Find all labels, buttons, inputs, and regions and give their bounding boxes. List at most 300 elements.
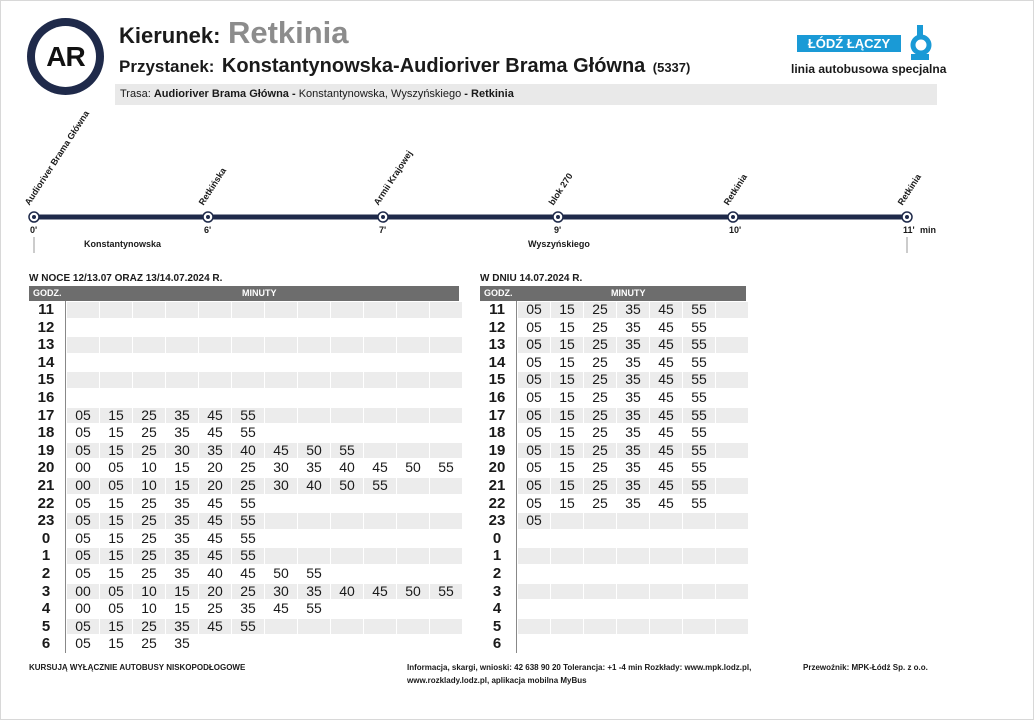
minute-cell: [397, 302, 429, 318]
schedule-row: [29, 301, 459, 319]
minute-cell: [265, 408, 297, 424]
stop-row: [119, 55, 690, 78]
minute-cell: [298, 372, 330, 388]
minute-cell: [551, 619, 583, 635]
stop-dot-center: [32, 215, 36, 219]
minute-cell: [430, 619, 462, 635]
minute-cell: 30: [273, 459, 289, 476]
schedule-row: [29, 635, 459, 653]
minute-cell: [430, 601, 462, 617]
minute-cell: [716, 478, 748, 494]
minute-cell: [716, 636, 748, 652]
minute-cell: [232, 320, 264, 336]
minute-cell: [430, 337, 462, 353]
column-divider: [65, 407, 66, 425]
minute-cell: [364, 425, 396, 441]
column-divider: [516, 618, 517, 636]
minute-cells: [518, 320, 749, 336]
schedule-row: [480, 477, 746, 495]
minute-cell: 10: [141, 459, 157, 476]
stop-code: (5337): [652, 60, 691, 75]
minute-cell: [397, 548, 429, 564]
minute-cell: 25: [133, 619, 165, 635]
minute-cell: [397, 372, 429, 388]
minute-cell: 45: [658, 388, 674, 405]
minute-cell: [199, 372, 231, 388]
minute-cell: [265, 337, 297, 353]
minute-cells: [67, 636, 463, 652]
hour-cell: 12: [488, 318, 506, 336]
hour-cell: 2: [41, 564, 51, 582]
minute-cell: 05: [518, 408, 550, 424]
schedule-row: [480, 319, 746, 337]
minute-cell: 35: [166, 619, 198, 635]
minute-cell: 55: [691, 318, 707, 335]
column-divider: [516, 547, 517, 565]
minute-cell: [716, 548, 748, 564]
minute-cell: [199, 337, 231, 353]
minute-cell: 05: [67, 443, 99, 459]
column-divider: [65, 371, 66, 389]
column-divider: [65, 301, 66, 319]
timeline-stop-minute: 11': [903, 225, 915, 235]
minute-cell: [617, 513, 649, 529]
minute-cell: 50: [397, 584, 429, 600]
minute-cell: 45: [658, 494, 674, 511]
hour-cell: 21: [488, 476, 506, 494]
minute-cells: [518, 566, 749, 582]
minute-cell: 55: [430, 584, 462, 600]
schedule-row: [480, 618, 746, 636]
minute-cell: [298, 320, 330, 336]
schedule-row: [29, 477, 459, 495]
minute-cell: [716, 443, 748, 459]
minute-cell: 05: [518, 478, 550, 494]
minute-cell: 45: [650, 372, 682, 388]
column-divider: [65, 442, 66, 460]
minute-cell: 15: [551, 302, 583, 318]
minute-cell: 35: [625, 388, 641, 405]
minute-cells: [518, 372, 749, 388]
minute-cells: [518, 390, 749, 406]
minute-cell: 30: [265, 478, 297, 494]
minute-cells: [67, 460, 463, 476]
minute-cell: [716, 601, 748, 617]
hour-cell: 17: [488, 406, 506, 424]
schedule-row: [29, 389, 459, 407]
minute-cell: 15: [166, 584, 198, 600]
minute-cell: [364, 302, 396, 318]
schedule-row: [29, 600, 459, 618]
minute-cell: [331, 636, 363, 652]
minute-cell: 05: [67, 408, 99, 424]
minute-cell: 55: [683, 302, 715, 318]
minute-cell: [716, 372, 748, 388]
minute-cell: 05: [100, 478, 132, 494]
minute-cells: [518, 425, 749, 441]
minute-cell: [650, 584, 682, 600]
minute-cell: 15: [551, 408, 583, 424]
minute-cell: 25: [133, 548, 165, 564]
minute-cell: 50: [405, 459, 421, 476]
hour-cell: 14: [488, 353, 506, 371]
minute-cell: 45: [199, 619, 231, 635]
minute-cell: 20: [199, 478, 231, 494]
minute-cell: [716, 337, 748, 353]
minute-cell: 25: [207, 600, 223, 617]
minute-cell: [397, 355, 429, 371]
hour-cell: 23: [488, 512, 506, 530]
minute-cell: [364, 566, 396, 582]
hour-cell: 11: [489, 301, 505, 318]
minute-cell: [298, 496, 330, 512]
minute-cell: [265, 320, 297, 336]
minute-cell: [518, 601, 550, 617]
minute-cell: 55: [232, 548, 264, 564]
minute-cell: [551, 566, 583, 582]
minute-cell: 55: [691, 494, 707, 511]
minute-cell: [430, 390, 462, 406]
minute-cell: 05: [518, 443, 550, 459]
minute-cell: [430, 513, 462, 529]
schedule-row: [480, 336, 746, 354]
minute-cell: 05: [67, 619, 99, 635]
column-divider: [516, 530, 517, 548]
minute-cells: [518, 513, 749, 529]
minute-cell: [133, 372, 165, 388]
minute-cell: 30: [265, 584, 297, 600]
minute-cell: 10: [133, 478, 165, 494]
minute-cell: 15: [100, 548, 132, 564]
minute-cell: 35: [174, 424, 190, 441]
minute-cell: [331, 601, 363, 617]
carrier-note: Przewoźnik: MPK-Łódź Sp. z o.o.: [803, 663, 928, 672]
minute-cell: [683, 513, 715, 529]
minute-cell: 25: [141, 424, 157, 441]
minute-cell: 40: [232, 443, 264, 459]
minute-cell: [430, 355, 462, 371]
minute-cell: [397, 619, 429, 635]
schedule-row: [29, 512, 459, 530]
minute-cell: 15: [100, 443, 132, 459]
right-schedule-title: W DNIU 14.07.2024 R.: [480, 273, 583, 284]
schedule-row: [480, 565, 746, 583]
minute-cell: [716, 496, 748, 512]
schedule-row: [29, 459, 459, 477]
minute-cell: [166, 372, 198, 388]
minute-cell: [551, 601, 583, 617]
minute-cells: [67, 513, 463, 529]
minute-cell: 15: [166, 478, 198, 494]
minute-cells: [67, 320, 463, 336]
minute-cell: 05: [526, 388, 542, 405]
column-divider: [516, 301, 517, 319]
minute-cell: [199, 320, 231, 336]
minute-cell: [364, 531, 396, 547]
minute-cells: [67, 548, 463, 564]
minute-cell: [166, 337, 198, 353]
minute-cell: 35: [174, 635, 190, 652]
minute-cell: 15: [559, 459, 575, 476]
column-divider: [65, 495, 66, 513]
hour-cell: 21: [37, 476, 55, 494]
column-divider: [516, 565, 517, 583]
minute-cell: [716, 584, 748, 600]
minute-cell: 35: [625, 459, 641, 476]
stop-label: Przystanek:: [119, 57, 215, 76]
route-middle: Konstantynowska, Wyszyńskiego: [298, 88, 462, 100]
minute-cell: 05: [75, 529, 91, 546]
minute-cell: 05: [526, 424, 542, 441]
hour-cell: 20: [37, 459, 55, 477]
minute-cell: 25: [133, 443, 165, 459]
minute-cell: [584, 548, 616, 564]
column-divider: [65, 565, 66, 583]
minute-cell: 15: [108, 564, 124, 581]
minute-cell: [617, 548, 649, 564]
minute-cells: [518, 636, 749, 652]
minute-cell: [364, 548, 396, 564]
hour-cell: 4: [41, 600, 51, 618]
minute-cell: [364, 601, 396, 617]
minute-cell: [364, 320, 396, 336]
timeline-stop-name: blok 270: [546, 171, 575, 207]
minute-cell: [397, 478, 429, 494]
hour-cell: 6: [41, 635, 51, 653]
schedule-row: [29, 424, 459, 442]
route-start: Audioriver Brama Główna -: [153, 88, 296, 100]
hour-cell: 0: [492, 529, 502, 547]
minute-cell: 55: [306, 600, 322, 617]
stop-dot-center: [905, 215, 909, 219]
minute-cell: 25: [584, 478, 616, 494]
minute-cell: 15: [559, 424, 575, 441]
minute-cells: [518, 531, 749, 547]
minute-cell: 15: [108, 529, 124, 546]
minute-cell: [683, 548, 715, 564]
minute-cell: [716, 408, 748, 424]
minute-cell: [364, 496, 396, 512]
minute-cell: 25: [141, 529, 157, 546]
minute-cell: [584, 636, 616, 652]
minute-cell: 45: [650, 302, 682, 318]
column-divider: [516, 512, 517, 530]
column-divider: [516, 389, 517, 407]
timeline-stop-name: Retkińska: [196, 165, 229, 207]
minute-cell: [364, 443, 396, 459]
minute-cell: [265, 496, 297, 512]
minute-cell: 40: [331, 584, 363, 600]
minute-cell: [683, 566, 715, 582]
hour-cell: 11: [38, 301, 54, 318]
minute-cell: 05: [75, 564, 91, 581]
minute-cell: 35: [298, 584, 330, 600]
minute-cell: 15: [100, 619, 132, 635]
minute-cell: 55: [683, 443, 715, 459]
minute-cell: [100, 320, 132, 336]
minute-cell: [364, 337, 396, 353]
minute-cell: 00: [75, 459, 91, 476]
minute-cell: 25: [584, 337, 616, 353]
minute-cell: [397, 443, 429, 459]
minute-cell: [166, 320, 198, 336]
schedule-row: [29, 371, 459, 389]
minute-cell: 15: [100, 408, 132, 424]
minute-cell: 15: [108, 424, 124, 441]
minute-cell: [67, 302, 99, 318]
minute-cell: [683, 601, 715, 617]
info-line-1: Informacja, skargi, wnioski: 42 638 90 20 Tolerancja: +1 -4 min Rozkłady: www.mpk.lodz.pl,: [407, 663, 752, 672]
column-divider: [516, 442, 517, 460]
logo-text: ŁÓDŹ ŁĄCZY: [797, 35, 901, 52]
minute-cell: 10: [133, 584, 165, 600]
minute-cell: 45: [658, 318, 674, 335]
minute-cell: [100, 302, 132, 318]
minute-cells: [67, 584, 463, 600]
minute-cell: [716, 460, 748, 476]
line-number: AR: [35, 26, 96, 87]
minute-cell: 15: [108, 635, 124, 652]
minute-cells: [67, 619, 463, 635]
schedule-row: [29, 583, 459, 601]
minute-cell: [716, 566, 748, 582]
minute-cell: 05: [108, 459, 124, 476]
minute-cell: 00: [67, 584, 99, 600]
column-divider: [65, 618, 66, 636]
minute-cell: 45: [372, 459, 388, 476]
minute-cell: [67, 390, 99, 406]
hour-cell: 16: [37, 388, 55, 406]
hour-cell: 3: [492, 582, 502, 600]
minute-cell: [67, 337, 99, 353]
minute-cell: [100, 372, 132, 388]
minute-cell: 35: [166, 513, 198, 529]
minute-cell: 55: [683, 337, 715, 353]
minute-cell: [617, 566, 649, 582]
logo-subtitle: linia autobusowa specjalna: [791, 62, 947, 76]
timeline-stop-minute: 9': [554, 225, 562, 235]
hour-cell: 1: [41, 547, 51, 565]
timeline-stop-minute: 0': [30, 225, 38, 235]
minute-cell: 55: [683, 478, 715, 494]
minute-cell: [650, 548, 682, 564]
minute-cell: 45: [658, 459, 674, 476]
minute-cell: [430, 636, 462, 652]
hour-cell: 15: [488, 371, 506, 389]
minute-cell: [133, 320, 165, 336]
minute-cell: 55: [232, 513, 264, 529]
hour-cell: 1: [492, 547, 502, 565]
minute-cell: 15: [174, 459, 190, 476]
minute-cell: [617, 531, 649, 547]
column-divider: [516, 477, 517, 495]
minute-cell: 15: [551, 478, 583, 494]
minute-cell: 25: [592, 494, 608, 511]
schedule-row: [480, 442, 746, 460]
minute-cell: [584, 584, 616, 600]
timeline-stop-name: Retkinia: [721, 172, 750, 207]
minute-cell: [584, 601, 616, 617]
minute-cell: 45: [199, 408, 231, 424]
minute-cells: [67, 355, 463, 371]
minute-cell: [617, 619, 649, 635]
timeline-stop-name: Retkinia: [895, 172, 924, 207]
minute-cell: 55: [240, 529, 256, 546]
minute-cell: 15: [559, 388, 575, 405]
minute-cell: [100, 337, 132, 353]
minute-cell: [551, 636, 583, 652]
minute-cell: [166, 390, 198, 406]
minute-cell: 35: [166, 548, 198, 564]
minute-cell: [584, 619, 616, 635]
minute-cell: 35: [174, 564, 190, 581]
column-divider: [516, 407, 517, 425]
minute-cell: [298, 548, 330, 564]
minute-cell: [518, 619, 550, 635]
minute-cell: 45: [650, 408, 682, 424]
minute-cell: 15: [100, 513, 132, 529]
column-divider: [516, 495, 517, 513]
route-label: Trasa:: [120, 88, 151, 100]
minute-cell: 35: [306, 459, 322, 476]
minute-cell: [265, 619, 297, 635]
minute-cell: [133, 355, 165, 371]
minute-cell: [584, 566, 616, 582]
column-divider: [516, 319, 517, 337]
hour-cell: 15: [37, 371, 55, 389]
schedule-row: [29, 407, 459, 425]
minute-cell: [430, 548, 462, 564]
minute-cell: 25: [232, 584, 264, 600]
minute-cell: 05: [526, 318, 542, 335]
minute-cell: 45: [273, 600, 289, 617]
schedule-row: [480, 530, 746, 548]
minute-cell: [232, 372, 264, 388]
minute-cell: [265, 531, 297, 547]
street-label: Wyszyńskiego: [528, 239, 590, 249]
minute-cell: 55: [240, 424, 256, 441]
minute-cell: [331, 566, 363, 582]
route-end: - Retkinia: [464, 88, 514, 100]
minute-cell: 45: [364, 584, 396, 600]
column-divider: [516, 424, 517, 442]
minute-cells: [518, 460, 749, 476]
minute-cell: 35: [166, 408, 198, 424]
minute-cell: [298, 355, 330, 371]
column-divider: [516, 459, 517, 477]
minute-cell: [650, 531, 682, 547]
schedule-table-right: [480, 286, 746, 653]
minute-cell: 45: [658, 424, 674, 441]
minute-cell: 15: [551, 337, 583, 353]
schedule-row: [480, 354, 746, 372]
minute-cell: [331, 337, 363, 353]
minute-cell: [551, 548, 583, 564]
minute-cell: [430, 425, 462, 441]
minute-cell: 30: [166, 443, 198, 459]
minute-cell: [298, 425, 330, 441]
minute-cell: 50: [331, 478, 363, 494]
minute-cell: [364, 619, 396, 635]
minute-cell: [518, 584, 550, 600]
schedule-row: [480, 389, 746, 407]
minute-cell: 45: [199, 513, 231, 529]
schedule-row: [480, 424, 746, 442]
minute-cell: [551, 531, 583, 547]
minute-cell: 05: [526, 494, 542, 511]
minute-cell: 05: [75, 635, 91, 652]
minute-cell: [133, 337, 165, 353]
